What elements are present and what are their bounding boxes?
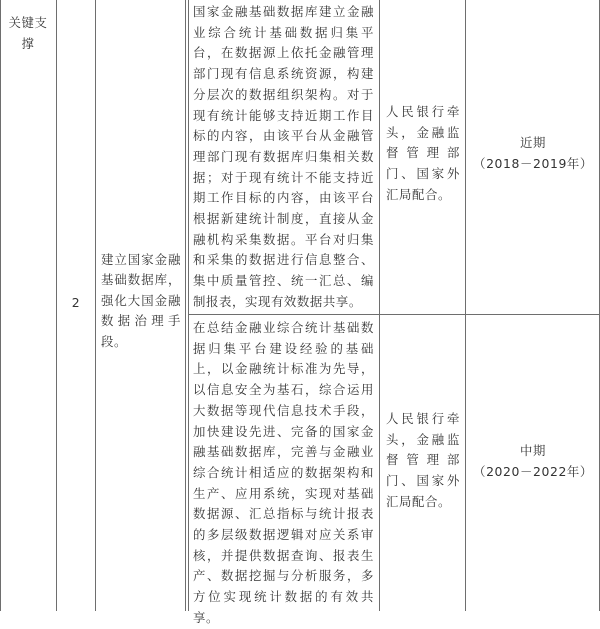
measure-cell: 建立国家金融基础数据库，强化大国金融数据治理手段。 — [101, 252, 181, 349]
grid-line — [465, 0, 466, 611]
task-content: 在总结金融业综合统计基础数据归集平台建设经验的基础上，以金融统计标准为先导，以信息安全为基石，综合运用大数据等现代信息技术手段，加快建设先进、完备的国家金融基础数据库，完善与金融业综合统计相适应的数据架构和生产、应用系统，实现对基础数据源、汇总指标与统计报表的多层级数据逻辑对应关系审核，并提供数据查询、报表生产、数据挖掘与分析服务，多方位实现统计数据的有效共享。 — [193, 320, 374, 625]
period-years: （2020－2022年） — [473, 464, 593, 479]
grid-line — [188, 0, 189, 611]
grid-line — [95, 0, 96, 611]
grid-line — [185, 0, 186, 611]
lead-department: 人民银行牵头，金融监督管理部门、国家外汇局配合。 — [386, 104, 460, 202]
row-divider — [188, 314, 600, 315]
period-years: （2018－2019年） — [473, 156, 593, 171]
task-content: 国家金融基础数据库建立金融业综合统计基础数据归集平台，在数据源上依托金融管理部门现有信息系统资源，构建分层次的数据组织架构。对于现有统计能够支持近期工作目标的内容，由该平台从金融管理部门现有数据库归集相关数据；对于现有统计不能支持近期工作目标的内容，由该平台根据新建统计制度，直接从金融机构采集数据。平台对归集和采集的数据进行信息整合、集中质量管控、统一汇总、编制报表，实现有效数据共享。 — [193, 4, 374, 309]
period-label: 中期 — [520, 443, 546, 458]
period-label: 近期 — [520, 135, 546, 150]
lead-department: 人民银行牵头，金融监督管理部门、国家外汇局配合。 — [386, 411, 460, 509]
grid-line — [379, 0, 380, 611]
row-index: 2 — [71, 295, 81, 310]
category-cell: 关键支撑 — [8, 15, 48, 51]
grid-line — [0, 0, 1, 611]
